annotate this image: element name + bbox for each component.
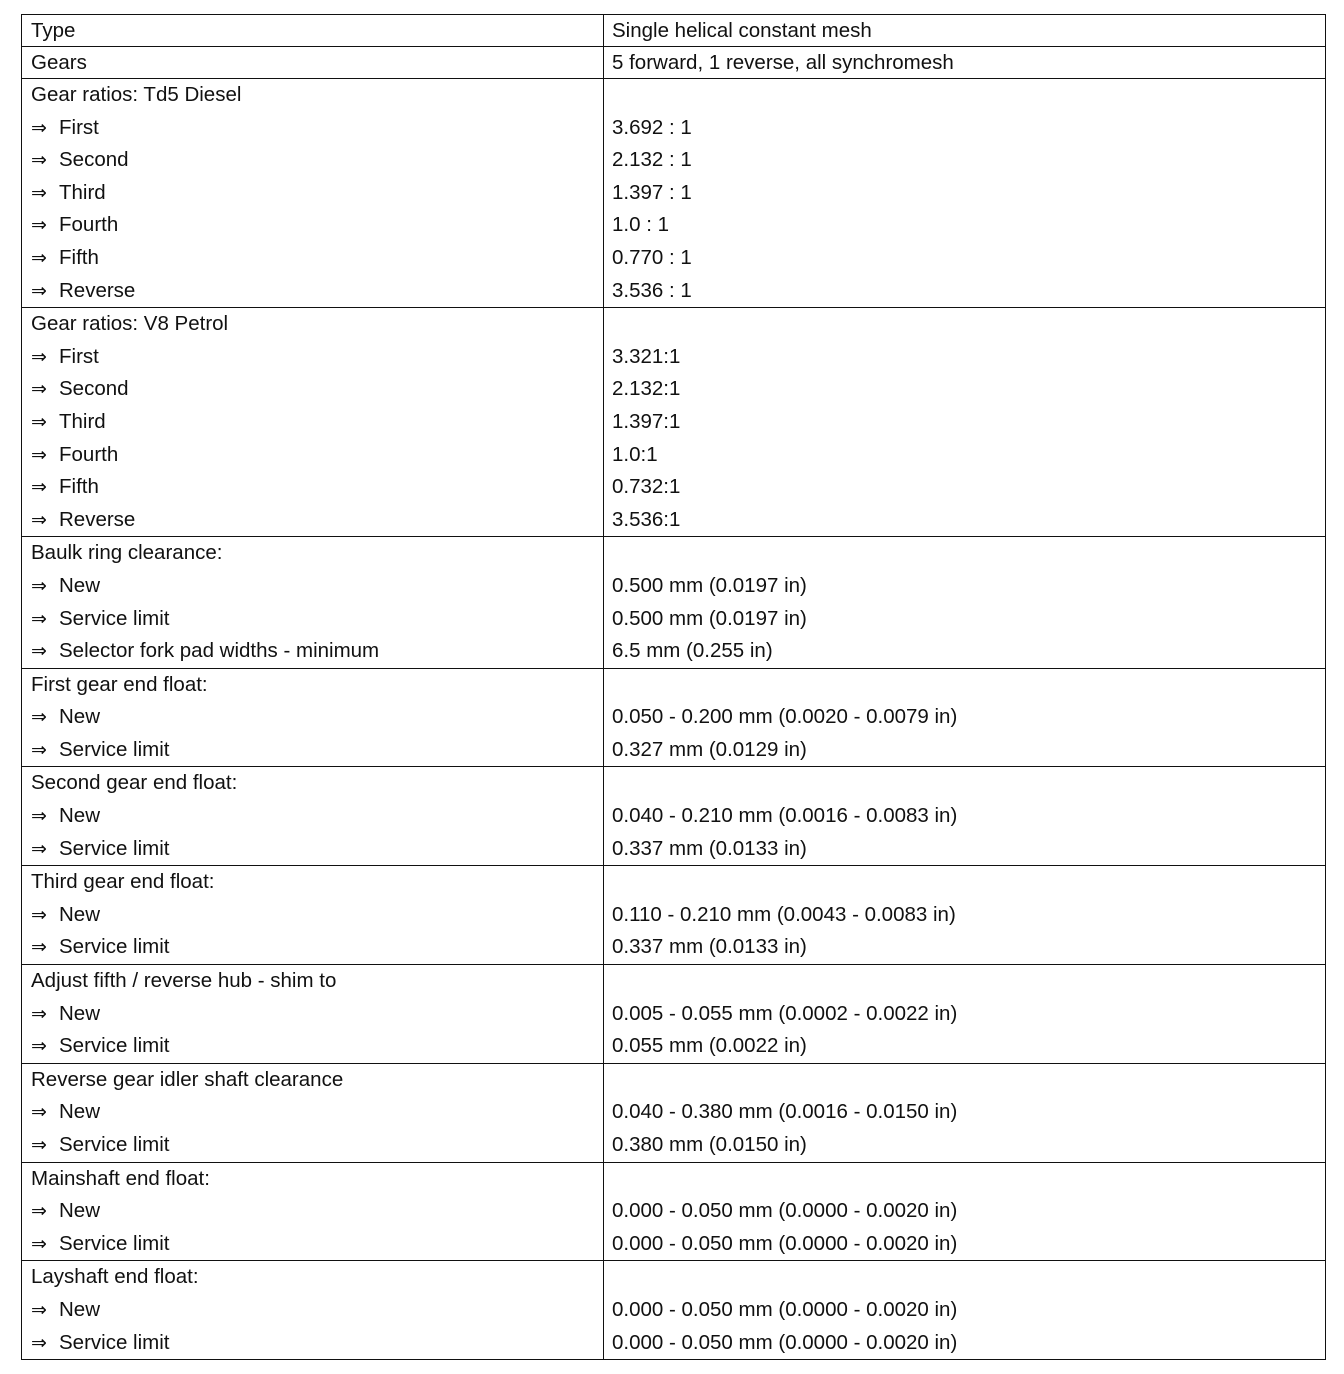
- group-heading-value-empty: [604, 79, 1325, 112]
- spec-item-value: 1.0 : 1: [612, 213, 669, 237]
- spec-item-label: [22, 1129, 603, 1162]
- arrow-icon: ⇒: [31, 1134, 47, 1156]
- arrow-icon: ⇒: [31, 345, 47, 368]
- spec-group: [22, 1063, 1325, 1162]
- arrow-icon: ⇒: [31, 1232, 47, 1255]
- type-row: [22, 15, 1325, 46]
- spec-item-label-text: New: [59, 573, 101, 597]
- spec-item-value: 0.732:1: [612, 475, 681, 499]
- arrow-icon: ⇒: [31, 607, 47, 630]
- type-value: Single helical constant mesh: [612, 19, 872, 42]
- spec-item-label: [22, 635, 603, 668]
- spec-group: [22, 766, 1325, 865]
- spec-item-value: 0.500 mm (0.0197 in): [612, 606, 807, 630]
- spec-item-label: [22, 1195, 603, 1228]
- spec-item-label: [22, 439, 603, 472]
- spec-item-label-text: Fifth: [59, 245, 99, 269]
- spec-group: [22, 1162, 1325, 1261]
- arrow-icon: ⇒: [31, 181, 47, 204]
- spec-item-label-text: New: [59, 1001, 101, 1025]
- spec-item-value: 0.000 - 0.050 mm (0.0000 - 0.0020 in): [612, 1330, 958, 1354]
- spec-item-value: 2.132 : 1: [612, 148, 692, 172]
- spec-item-label: [22, 1327, 603, 1360]
- spec-item-label-text: New: [59, 902, 101, 926]
- group-heading: Baulk ring clearance:: [31, 541, 223, 565]
- arrow-icon: ⇒: [31, 640, 47, 663]
- arrow-icon: ⇒: [31, 1298, 47, 1321]
- spec-group: [22, 536, 1325, 667]
- spec-group: [22, 1260, 1325, 1359]
- group-heading-value-empty: [604, 1163, 1325, 1196]
- spec-item-label-text: Second: [59, 377, 129, 401]
- group-heading-value-empty: [604, 1064, 1325, 1097]
- arrow-icon: ⇒: [31, 508, 47, 531]
- spec-group: [22, 78, 1325, 307]
- group-heading: Second gear end float:: [31, 771, 238, 795]
- spec-item-label: [22, 998, 603, 1031]
- spec-item-label: [22, 899, 603, 932]
- spec-item-value: 0.000 - 0.050 mm (0.0000 - 0.0020 in): [612, 1297, 958, 1321]
- arrow-icon: ⇒: [31, 936, 47, 959]
- spec-item-label-text: New: [59, 1297, 101, 1321]
- spec-item-label: [22, 1030, 603, 1063]
- spec-item-label-text: New: [59, 804, 101, 828]
- spec-item-value: 6.5 mm (0.255 in): [612, 639, 773, 663]
- arrow-icon: ⇒: [31, 837, 47, 860]
- spec-item-value: 0.040 - 0.210 mm (0.0016 - 0.0083 in): [612, 804, 958, 828]
- spec-item-label: [22, 112, 603, 145]
- group-heading-value-empty: [604, 767, 1325, 800]
- spec-item-label-text: New: [59, 1199, 101, 1223]
- group-heading-value-empty: [604, 965, 1325, 998]
- spec-item-label-text: Service limit: [59, 935, 170, 959]
- spec-item-label: [22, 341, 603, 374]
- arrow-icon: ⇒: [31, 410, 47, 433]
- group-heading: Gear ratios: Td5 Diesel: [31, 83, 242, 106]
- spec-item-label-text: New: [59, 1100, 101, 1124]
- gears-row: [22, 46, 1325, 78]
- spec-item-value: 1.0:1: [612, 442, 658, 466]
- spec-item-value: 2.132:1: [612, 377, 681, 401]
- spec-group: [22, 668, 1325, 767]
- arrow-icon: ⇒: [31, 476, 47, 499]
- type-label: Type: [31, 19, 76, 42]
- gears-label: Gears: [31, 51, 87, 74]
- spec-item-label: [22, 242, 603, 275]
- arrow-icon: ⇒: [31, 706, 47, 729]
- spec-item-value: 0.337 mm (0.0133 in): [612, 935, 807, 959]
- spec-item-label: [22, 701, 603, 734]
- spec-item-label: [22, 1096, 603, 1129]
- spec-item-value: 0.050 - 0.200 mm (0.0020 - 0.0079 in): [612, 705, 958, 729]
- group-heading: Third gear end float:: [31, 870, 215, 894]
- spec-item-label-text: Service limit: [59, 737, 170, 761]
- spec-group: [22, 865, 1325, 964]
- spec-item-label-text: New: [59, 705, 101, 729]
- spec-item-label-text: Fifth: [59, 475, 99, 499]
- arrow-icon: ⇒: [31, 246, 47, 269]
- spec-item-label: [22, 1228, 603, 1261]
- spec-item-label-text: Reverse: [59, 278, 136, 302]
- spec-item-label: [22, 373, 603, 406]
- arrow-icon: ⇒: [31, 1200, 47, 1223]
- spec-item-value: 0.040 - 0.380 mm (0.0016 - 0.0150 in): [612, 1100, 958, 1124]
- spec-item-label-text: Service limit: [59, 606, 170, 630]
- spec-item-label-text: Selector fork pad widths - minimum: [59, 639, 380, 663]
- arrow-icon: ⇒: [31, 574, 47, 597]
- arrow-icon: ⇒: [31, 805, 47, 828]
- arrow-icon: ⇒: [31, 1002, 47, 1025]
- arrow-icon: ⇒: [31, 903, 47, 926]
- spec-item-value: 3.536:1: [612, 507, 681, 531]
- group-heading: Gear ratios: V8 Petrol: [31, 312, 229, 336]
- spec-item-label: [22, 209, 603, 242]
- gearbox-spec-table: [21, 14, 1326, 1360]
- spec-item-value: 0.327 mm (0.0129 in): [612, 737, 807, 761]
- arrow-icon: ⇒: [31, 116, 47, 139]
- spec-item-value: 3.692 : 1: [612, 115, 692, 139]
- spec-item-value: 0.500 mm (0.0197 in): [612, 573, 807, 597]
- gears-value: 5 forward, 1 reverse, all synchromesh: [612, 51, 954, 74]
- group-heading-value-empty: [604, 1261, 1325, 1294]
- spec-item-label: [22, 471, 603, 504]
- arrow-icon: ⇒: [31, 149, 47, 172]
- spec-item-value: 0.000 - 0.050 mm (0.0000 - 0.0020 in): [612, 1199, 958, 1223]
- spec-item-value: 0.380 mm (0.0150 in): [612, 1133, 807, 1156]
- spec-item-label-text: Service limit: [59, 1231, 170, 1255]
- spec-item-label-text: First: [59, 115, 99, 139]
- spec-item-label: [22, 1294, 603, 1327]
- group-heading: First gear end float:: [31, 672, 208, 696]
- arrow-icon: ⇒: [31, 1101, 47, 1124]
- spec-item-value: 0.005 - 0.055 mm (0.0002 - 0.0022 in): [612, 1001, 958, 1025]
- spec-item-value: 0.110 - 0.210 mm (0.0043 - 0.0083 in): [612, 902, 956, 926]
- spec-item-label: [22, 603, 603, 636]
- spec-item-label: [22, 734, 603, 767]
- spec-item-value: 0.337 mm (0.0133 in): [612, 836, 807, 860]
- spec-item-value: 0.055 mm (0.0022 in): [612, 1034, 807, 1058]
- spec-item-label-text: Second: [59, 148, 129, 172]
- group-heading: Mainshaft end float:: [31, 1166, 210, 1190]
- spec-item-label: [22, 833, 603, 866]
- spec-item-label: [22, 570, 603, 603]
- group-heading-value-empty: [604, 669, 1325, 702]
- group-heading-value-empty: [604, 866, 1325, 899]
- arrow-icon: ⇒: [31, 1035, 47, 1058]
- spec-item-label: [22, 144, 603, 177]
- spec-item-label: [22, 275, 603, 308]
- arrow-icon: ⇒: [31, 1331, 47, 1354]
- spec-item-value: 3.321:1: [612, 344, 681, 368]
- group-heading: Adjust fifth / reverse hub - shim to: [31, 969, 337, 993]
- spec-item-label-text: Reverse: [59, 507, 136, 531]
- spec-group: [22, 307, 1325, 536]
- group-heading: Layshaft end float:: [31, 1265, 199, 1289]
- group-heading-value-empty: [604, 537, 1325, 570]
- spec-item-label-text: Fourth: [59, 213, 119, 237]
- spec-item-label-text: Fourth: [59, 442, 119, 466]
- spec-item-label-text: Third: [59, 180, 106, 204]
- spec-item-value: 1.397 : 1: [612, 180, 692, 204]
- spec-item-label: [22, 800, 603, 833]
- spec-item-label-text: Service limit: [59, 1133, 170, 1156]
- spec-item-label-text: Third: [59, 409, 106, 433]
- group-heading-value-empty: [604, 308, 1325, 341]
- spec-item-value: 0.770 : 1: [612, 245, 692, 269]
- spec-item-value: 0.000 - 0.050 mm (0.0000 - 0.0020 in): [612, 1231, 958, 1255]
- arrow-icon: ⇒: [31, 279, 47, 302]
- spec-item-value: 1.397:1: [612, 409, 681, 433]
- spec-item-label-text: Service limit: [59, 1034, 170, 1058]
- spec-item-label: [22, 177, 603, 210]
- spec-item-label: [22, 504, 603, 537]
- arrow-icon: ⇒: [31, 738, 47, 761]
- spec-item-value: 3.536 : 1: [612, 278, 692, 302]
- arrow-icon: ⇒: [31, 443, 47, 466]
- spec-item-label-text: Service limit: [59, 836, 170, 860]
- arrow-icon: ⇒: [31, 214, 47, 237]
- spec-group: [22, 964, 1325, 1063]
- spec-item-label-text: First: [59, 344, 99, 368]
- arrow-icon: ⇒: [31, 378, 47, 401]
- spec-item-label-text: Service limit: [59, 1330, 170, 1354]
- group-heading: Reverse gear idler shaft clearance: [31, 1067, 344, 1091]
- spec-item-label: [22, 931, 603, 964]
- spec-item-label: [22, 406, 603, 439]
